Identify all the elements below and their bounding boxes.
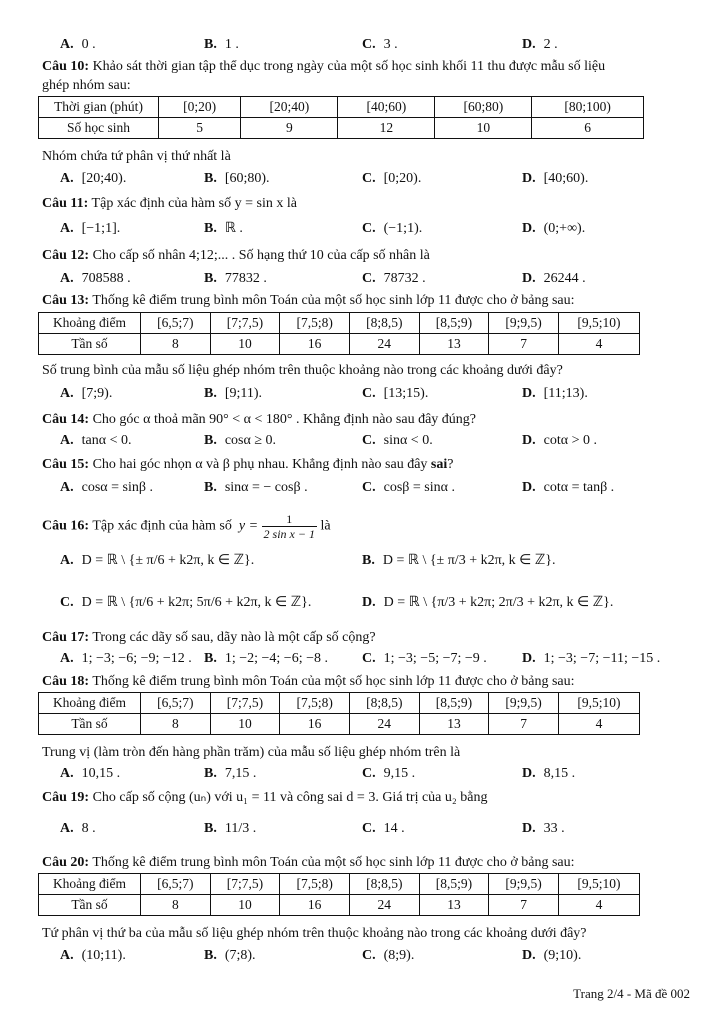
q18-cell: 10 [210,714,280,735]
q17-option-a[interactable]: A. 1; −3; −6; −9; −12 . [60,651,192,666]
q15-options [0,477,724,499]
q10-cell: [0;20) [159,97,241,118]
q18-cell: 16 [280,714,350,735]
q13-cell: [6,5;7) [141,313,211,334]
q20-cell: [6,5;7) [141,874,211,895]
q10-cell: 12 [338,118,435,139]
q10-options [0,168,724,190]
page-footer: Trang 2/4 - Mã đề 002 [573,986,690,1001]
q11-text: Câu 11: Tập xác định của hàm số y = sin x là [42,196,297,211]
q17-options [0,648,724,670]
q20-cell: [8,5;9) [419,874,489,895]
q20-table [38,873,640,916]
q10-header: Số học sinh [39,118,159,139]
q20-cell: 13 [419,895,489,916]
q15-option-a[interactable]: A. cosα = sinβ . [60,480,153,495]
q13-cell: 8 [141,334,211,355]
q20-option-a[interactable]: A. (10;11). [60,948,126,963]
q18-cell: 8 [141,714,211,735]
q20-header: Khoảng điểm [39,874,141,895]
q20-cell: [7,5;8) [280,874,350,895]
q13-header: Tần số [39,334,141,355]
q20-cell: 24 [349,895,419,916]
q14-option-c[interactable]: C. sinα < 0. [362,433,433,448]
q10-option-b[interactable]: B. [60;80). [204,171,270,186]
q18-option-c[interactable]: C. 9,15 . [362,766,416,781]
q20-cell: [9;9,5) [489,874,559,895]
q18-cell: [6,5;7) [141,693,211,714]
q16-options-row2 [0,592,724,614]
q10-text: Câu 10: Khảo sát thời gian tập thể dục trong ngày của một số học sinh khối 11 thu được mẫu số liệu [42,59,606,74]
q20-cell: [7;7,5) [210,874,280,895]
q10-cell: [60;80) [435,97,532,118]
q20-option-b[interactable]: B. (7;8). [204,948,256,963]
q10-option-d[interactable]: D. [40;60). [522,171,589,186]
q20-cell: 8 [141,895,211,916]
q20-option-c[interactable]: C. (8;9). [362,948,415,963]
q10-cell: [20;40) [241,97,338,118]
q16-fraction: $\frac{1}{\text{2 sin x − 1}}$ [263,512,315,541]
q12-option-b[interactable]: B. 77832 . [204,271,267,286]
q20-question: Tứ phân vị thứ ba của mẫu số liệu ghép nhóm trên thuộc khoảng nào trong các khoảng dưới đây? [42,926,587,941]
q10-question: Nhóm chứa tứ phân vị thứ nhất là [42,149,231,164]
q20-header: Tần số [39,895,141,916]
q13-option-a[interactable]: A. [7;9). [60,386,113,401]
q12-option-a[interactable]: A. 708588 . [60,271,131,286]
q20-cell: [8;8,5) [349,874,419,895]
q11-option-b[interactable]: B. ℝ . [204,221,243,236]
q9-options [0,34,724,56]
q20-option-d[interactable]: D. (9;10). [522,948,582,963]
q13-cell: 4 [558,334,639,355]
q18-cell: [7,5;8) [280,693,350,714]
q17-option-d[interactable]: D. 1; −3; −7; −11; −15 . [522,651,661,666]
q13-table [38,312,640,355]
q13-header: Khoảng điểm [39,313,141,334]
q14-option-b[interactable]: B. cosα ≥ 0. [204,433,277,448]
q13-cell: 10 [210,334,280,355]
q13-cell: 24 [349,334,419,355]
q17-option-b[interactable]: B. 1; −2; −4; −6; −8 . [204,651,328,666]
q18-cell: [9,5;10) [558,693,639,714]
q13-question: Số trung bình của mẫu số liệu ghép nhóm trên thuộc khoảng nào trong các khoảng dưới đây? [42,363,563,378]
q13-options [0,383,724,405]
q9-option-b[interactable]: B. 1 . [204,37,239,52]
q19-text: Câu 19: Cho cấp số cộng (uₙ) với u₁ = 11 và công sai d = 3. Giá trị của u₂ bằng [42,790,488,805]
q18-cell: 4 [558,714,639,735]
q18-text: Câu 18: Thống kê điểm trung bình môn Toán của một số học sinh lớp 11 được cho ở bảng sau: [42,674,575,689]
q13-text: Câu 13: Thống kê điểm trung bình môn Toán của một số học sinh lớp 11 được cho ở bảng sau: [42,293,575,308]
q10-cell: 5 [159,118,241,139]
q15-option-d[interactable]: D. cotα = tanβ . [522,480,615,495]
q13-cell: 16 [280,334,350,355]
q20-options [0,945,724,967]
q12-option-d[interactable]: D. 26244 . [522,271,586,286]
q14-text: Câu 14: Cho góc α thoả mãn 90° < α < 180° . Khẳng định nào sau đây đúng? [42,412,476,427]
q11-options [0,218,724,240]
q18-header: Tần số [39,714,141,735]
q18-question: Trung vị (làm tròn đến hàng phần trăm) của mẫu số liệu ghép nhóm trên là [42,745,461,760]
q10-cell: 10 [435,118,532,139]
q13-cell: [7;7,5) [210,313,280,334]
q18-cell: 24 [349,714,419,735]
q10-table [38,96,644,139]
q18-option-b[interactable]: B. 7,15 . [204,766,257,781]
q14-option-d[interactable]: D. cotα > 0 . [522,433,597,448]
q16-option-b[interactable]: B. D = ℝ \ {± π/3 + k2π, k ∈ ℤ}. [362,553,556,568]
q19-option-b[interactable]: B. 11/3 . [204,821,257,836]
q20-cell: 7 [489,895,559,916]
q18-option-a[interactable]: A. 10,15 . [60,766,121,781]
q19-options [0,818,724,840]
q17-option-c[interactable]: C. 1; −3; −5; −7; −9 . [362,651,487,666]
q20-cell: [9,5;10) [558,874,639,895]
q13-cell: [9;9,5) [489,313,559,334]
q13-option-b[interactable]: B. [9;11). [204,386,263,401]
q16-option-c[interactable]: C. D = ℝ \ {π/6 + k2π; 5π/6 + k2π, k ∈ ℤ}. [60,595,312,610]
q17-text: Câu 17: Trong các dãy số sau, dãy nào là một cấp số cộng? [42,630,376,645]
q18-table [38,692,640,735]
q10-text-2: ghép nhóm sau: [42,78,131,93]
q10-cell: [40;60) [338,97,435,118]
q12-text: Câu 12: Cho cấp số nhân 4;12;... . Số hạng thứ 10 của cấp số nhân là [42,248,430,263]
q18-cell: [7;7,5) [210,693,280,714]
q10-header: Thời gian (phút) [39,97,159,118]
q18-cell: [9;9,5) [489,693,559,714]
q11-option-c[interactable]: C. (−1;1). [362,221,423,236]
q18-cell: [8,5;9) [419,693,489,714]
q9-option-a[interactable]: A. 0 . [60,37,96,52]
q13-cell: 7 [489,334,559,355]
q12-options [0,268,724,290]
q20-cell: 4 [558,895,639,916]
q13-cell: [9,5;10) [558,313,639,334]
q10-option-a[interactable]: A. [20;40). [60,171,127,186]
q16-option-d[interactable]: D. D = ℝ \ {π/3 + k2π; 2π/3 + k2π, k ∈ ℤ}. [362,595,614,610]
q12-option-c[interactable]: C. 78732 . [362,271,426,286]
q18-cell: 13 [419,714,489,735]
q13-option-d[interactable]: D. [11;13). [522,386,588,401]
q18-cell: 7 [489,714,559,735]
q13-cell: [8,5;9) [419,313,489,334]
q14-option-a[interactable]: A. tanα < 0. [60,433,132,448]
q18-options [0,763,724,785]
q20-text: Câu 20: Thống kê điểm trung bình môn Toán của một số học sinh lớp 11 được cho ở bảng sau: [42,855,575,870]
q20-cell: 10 [210,895,280,916]
q15-option-b[interactable]: B. sinα = − cosβ . [204,480,308,495]
q18-header: Khoảng điểm [39,693,141,714]
q13-cell: 13 [419,334,489,355]
q11-option-a[interactable]: A. [−1;1]. [60,221,121,236]
q16-options-row1 [0,550,724,572]
q13-cell: [7,5;8) [280,313,350,334]
q13-cell: [8;8,5) [349,313,419,334]
q18-option-d[interactable]: D. 8,15 . [522,766,576,781]
q16-text: Câu 16: Tập xác định của hàm số y = $\frac{1}{\text{2 sin x − 1}}$ là [42,512,331,541]
q10-cell: 9 [241,118,338,139]
q10-option-c[interactable]: C. [0;20). [362,171,422,186]
q15-text: Câu 15: Cho hai góc nhọn α và β phụ nhau. Khẳng định nào sau đây sai? [42,457,454,472]
q19-option-a[interactable]: A. 8 . [60,821,96,836]
q15-option-c[interactable]: C. cosβ = sinα . [362,480,455,495]
q13-option-c[interactable]: C. [13;15). [362,386,429,401]
q9-option-c[interactable]: C. 3 . [362,37,398,52]
q20-cell: 16 [280,895,350,916]
q10-cell: 6 [532,118,644,139]
q19-option-c[interactable]: C. 14 . [362,821,405,836]
q11-option-d[interactable]: D. (0;+∞). [522,221,586,236]
q14-options [0,430,724,452]
q9-option-d[interactable]: D. 2 . [522,37,558,52]
q18-cell: [8;8,5) [349,693,419,714]
q19-option-d[interactable]: D. 33 . [522,821,565,836]
q16-option-a[interactable]: A. D = ℝ \ {± π/6 + k2π, k ∈ ℤ}. [60,553,255,568]
q10-cell: [80;100) [532,97,644,118]
